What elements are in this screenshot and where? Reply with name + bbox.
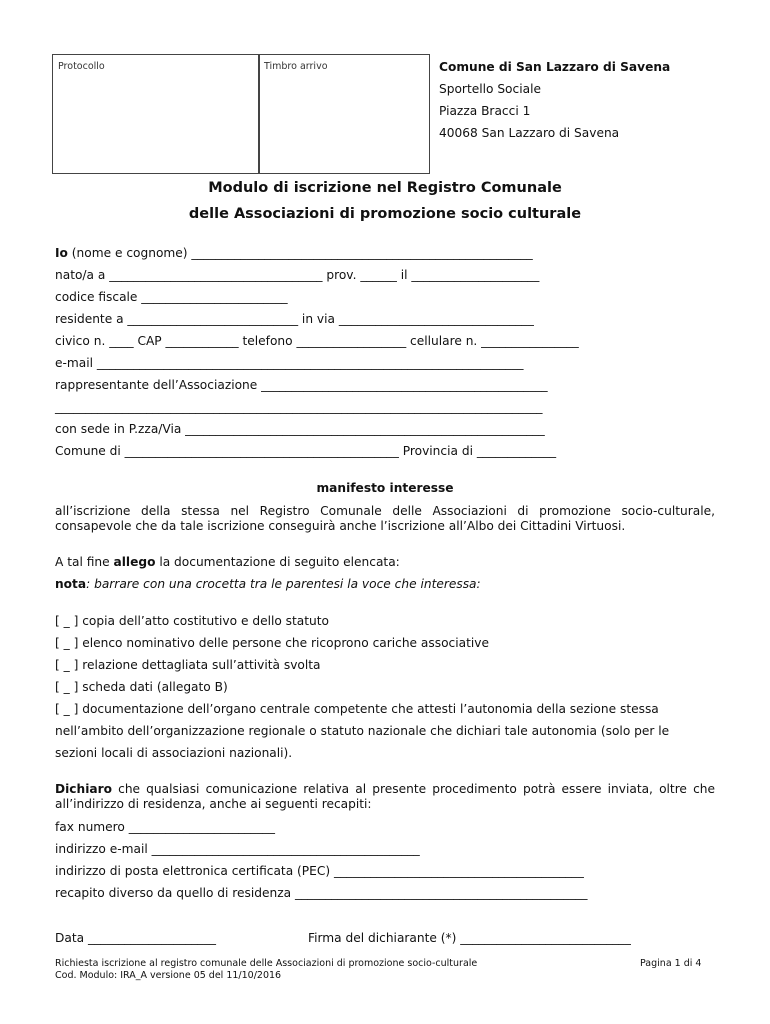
timbro-label: Timbro arrivo <box>264 61 328 72</box>
manifesto-paragraph: all’iscrizione della stessa nel Registro Comunale delle Associazioni di promozione socio-culturale, consapevole che da tale iscrizione conseguirà anche l’iscrizione all’Albo dei Cittadini Virtuosi. <box>55 504 715 533</box>
blank-line: ________________________________________________________________________________ <box>55 400 543 414</box>
allego-line: A tal fine allego la documentazione di seguito elencata: <box>55 555 400 569</box>
fax-line: fax numero ________________________ <box>55 820 275 834</box>
recapito-line: recapito diverso da quello di residenza ________________________________________________ <box>55 886 588 900</box>
manifesto-heading: manifesto interesse <box>316 481 454 495</box>
checklist-item: [ _ ] scheda dati (allegato B) <box>55 680 228 694</box>
io-field: (nome e cognome) ________________________________________________________ <box>67 246 533 260</box>
page-number: Pagina 1 di 4 <box>640 958 702 969</box>
io-line <box>55 246 533 260</box>
comune-line: Comune di _____________________________________________ Provincia di _____________ <box>55 444 557 458</box>
comune-name: Comune di San Lazzaro di Savena <box>439 60 671 74</box>
indirizzo-email-line: indirizzo e-mail ____________________________________________ <box>55 842 420 856</box>
dichiaro-paragraph: Dichiaro che qualsiasi comunicazione relativa al presente procedimento potrà essere inviata, oltre che all’indirizzo di residenza, anche ai seguenti recapiti: <box>55 782 715 811</box>
sede-line: con sede in P.zza/Via ___________________________________________________________ <box>55 422 545 436</box>
sportello: Sportello Sociale <box>439 82 541 96</box>
nota-line <box>55 577 481 591</box>
checklist-item: [ _ ] elenco nominativo delle persone che ricoprono cariche associative <box>55 636 489 650</box>
pec-line: indirizzo di posta elettronica certificata (PEC) _________________________________________ <box>55 864 584 878</box>
title-line-1: Modulo di iscrizione nel Registro Comunale <box>208 180 562 196</box>
residente-line: residente a ____________________________ in via ________________________________ <box>55 312 534 326</box>
checklist-item: [ _ ] documentazione dell’organo centrale competente che attesti l’autonomia della sezione stessa <box>55 702 659 716</box>
codice-fiscale-line: codice fiscale ________________________ <box>55 290 288 304</box>
data-line: Data _____________________ <box>55 931 216 945</box>
civico-line: civico n. ____ CAP ____________ telefono __________________ cellulare n. ________________ <box>55 334 579 348</box>
footer-line-1: Richiesta iscrizione al registro comunale delle Associazioni di promozione socio-culturale <box>55 958 478 969</box>
timbro-box <box>258 54 430 174</box>
protocollo-label: Protocollo <box>58 61 105 72</box>
title-line-2: delle Associazioni di promozione socio culturale <box>188 206 582 222</box>
allego-label: allego <box>113 555 156 569</box>
io-label: Io <box>55 246 68 260</box>
dichiaro-label: Dichiaro <box>55 782 112 796</box>
checklist-item: [ _ ] relazione dettagliata sull’attività svolta <box>55 658 321 672</box>
nota-label: nota <box>55 577 87 591</box>
checklist-item-continued: sezioni locali di associazioni nazionali). <box>55 746 293 760</box>
footer-line-2: Cod. Modulo: IRA_A versione 05 del 11/10/2016 <box>55 970 282 981</box>
email-line: e-mail ______________________________________________________________________ <box>55 356 524 370</box>
piazza: Piazza Bracci 1 <box>439 104 531 118</box>
checklist-item: [ _ ] copia dell’atto costitutivo e dello statuto <box>55 614 330 628</box>
protocollo-box <box>52 54 260 174</box>
nota-text: : barrare con una crocetta tra le parentesi la voce che interessa: <box>86 577 481 591</box>
rappresentante-line: rappresentante dell’Associazione _______________________________________________ <box>55 378 548 392</box>
citta: 40068 San Lazzaro di Savena <box>439 126 620 140</box>
nato-line: nato/a a ___________________________________ prov. ______ il _____________________ <box>55 268 540 282</box>
checklist-item-continued: nell’ambito dell’organizzazione regionale o statuto nazionale che dichiari tale autonomia (solo per le <box>55 724 670 738</box>
firma-line: Firma del dichiarante (*) ____________________________ <box>308 931 631 945</box>
